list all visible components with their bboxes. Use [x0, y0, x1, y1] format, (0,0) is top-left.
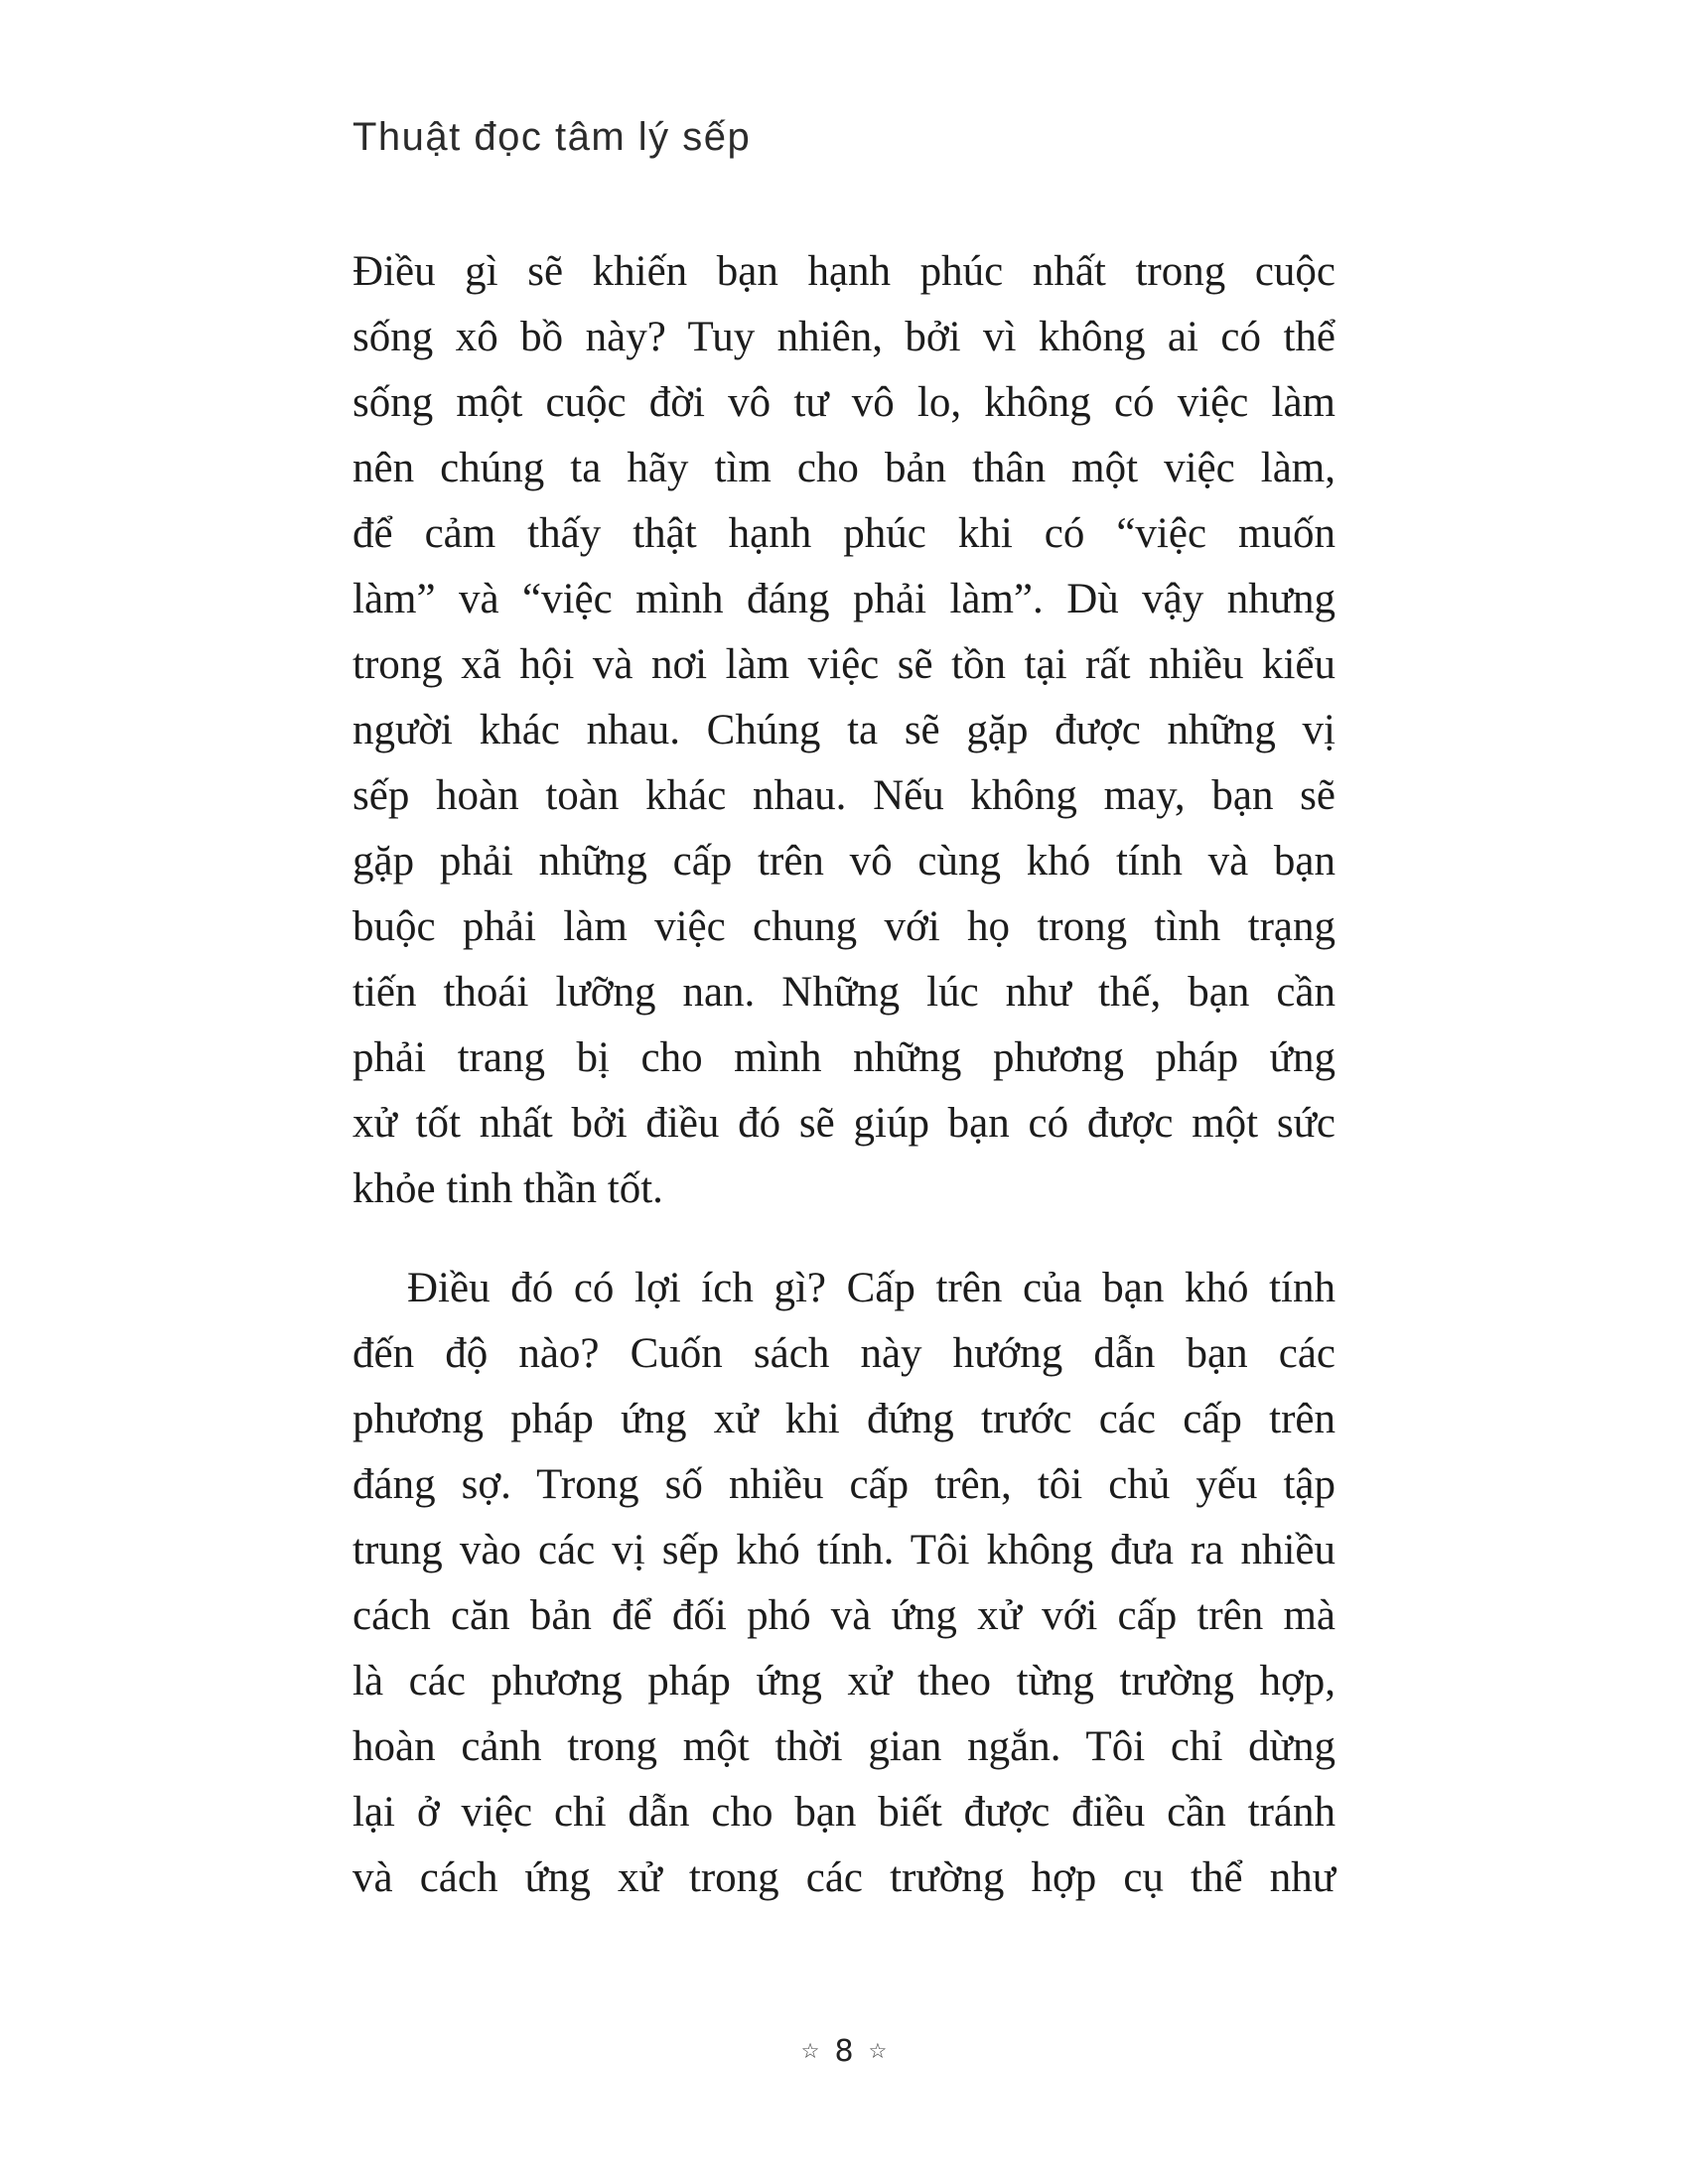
text-line: cách căn bản để đối phó và ứng xử với cấp trên mà: [352, 1592, 1336, 1639]
text-line: phải trang bị cho mình những phương pháp ứng: [352, 1034, 1336, 1081]
text-line: trung vào các vị sếp khó tính. Tôi không đưa ra nhiều: [352, 1527, 1336, 1573]
text-line: làm” và “việc mình đáng phải làm”. Dù vậy nhưng: [352, 576, 1336, 622]
text-line: lại ở việc chỉ dẫn cho bạn biết được điều cần tránh: [352, 1789, 1336, 1836]
text-line: để cảm thấy thật hạnh phúc khi có “việc muốn: [352, 510, 1336, 557]
text-line: buộc phải làm việc chung với họ trong tình trạng: [352, 903, 1336, 950]
text-line: gặp phải những cấp trên vô cùng khó tính và bạn: [352, 838, 1336, 885]
text-line: sống một cuộc đời vô tư vô lo, không có việc làm: [352, 379, 1336, 426]
star-icon: ☆: [868, 2039, 888, 2063]
text-line: Điều gì sẽ khiến bạn hạnh phúc nhất trong cuộc: [352, 248, 1336, 295]
text-line: và cách ứng xử trong các trường hợp cụ thể như: [352, 1854, 1336, 1901]
paragraph: [352, 1256, 1336, 1911]
star-icon: ☆: [800, 2039, 820, 2063]
page-number: 8: [834, 2033, 854, 2069]
text-line: là các phương pháp ứng xử theo từng trường hợp,: [352, 1658, 1336, 1705]
text-line: hoàn cảnh trong một thời gian ngắn. Tôi chỉ dừng: [352, 1723, 1336, 1770]
body-text: [352, 239, 1336, 1911]
text-line: đến độ nào? Cuốn sách này hướng dẫn bạn các: [352, 1330, 1336, 1377]
text-line: Điều đó có lợi ích gì? Cấp trên của bạn khó tính: [407, 1265, 1336, 1311]
text-line: tiến thoái lưỡng nan. Những lúc như thế, bạn cần: [352, 969, 1336, 1016]
text-line: xử tốt nhất bởi điều đó sẽ giúp bạn có được một sức: [352, 1100, 1336, 1147]
page-footer: [352, 2029, 1336, 2073]
text-line: sống xô bồ này? Tuy nhiên, bởi vì không ai có thể: [352, 314, 1336, 360]
text-line: khỏe tinh thần tốt.: [352, 1165, 663, 1212]
text-line: sếp hoàn toàn khác nhau. Nếu không may, bạn sẽ: [352, 772, 1336, 819]
running-header: Thuật đọc tâm lý sếp: [352, 115, 752, 159]
paragraph: [352, 239, 1336, 1222]
text-line: phương pháp ứng xử khi đứng trước các cấp trên: [352, 1396, 1336, 1442]
text-line: đáng sợ. Trong số nhiều cấp trên, tôi chủ yếu tập: [352, 1461, 1336, 1508]
text-line: người khác nhau. Chúng ta sẽ gặp được những vị: [352, 707, 1336, 753]
text-line: trong xã hội và nơi làm việc sẽ tồn tại rất nhiều kiểu: [352, 641, 1336, 688]
text-line: nên chúng ta hãy tìm cho bản thân một việc làm,: [352, 445, 1336, 491]
